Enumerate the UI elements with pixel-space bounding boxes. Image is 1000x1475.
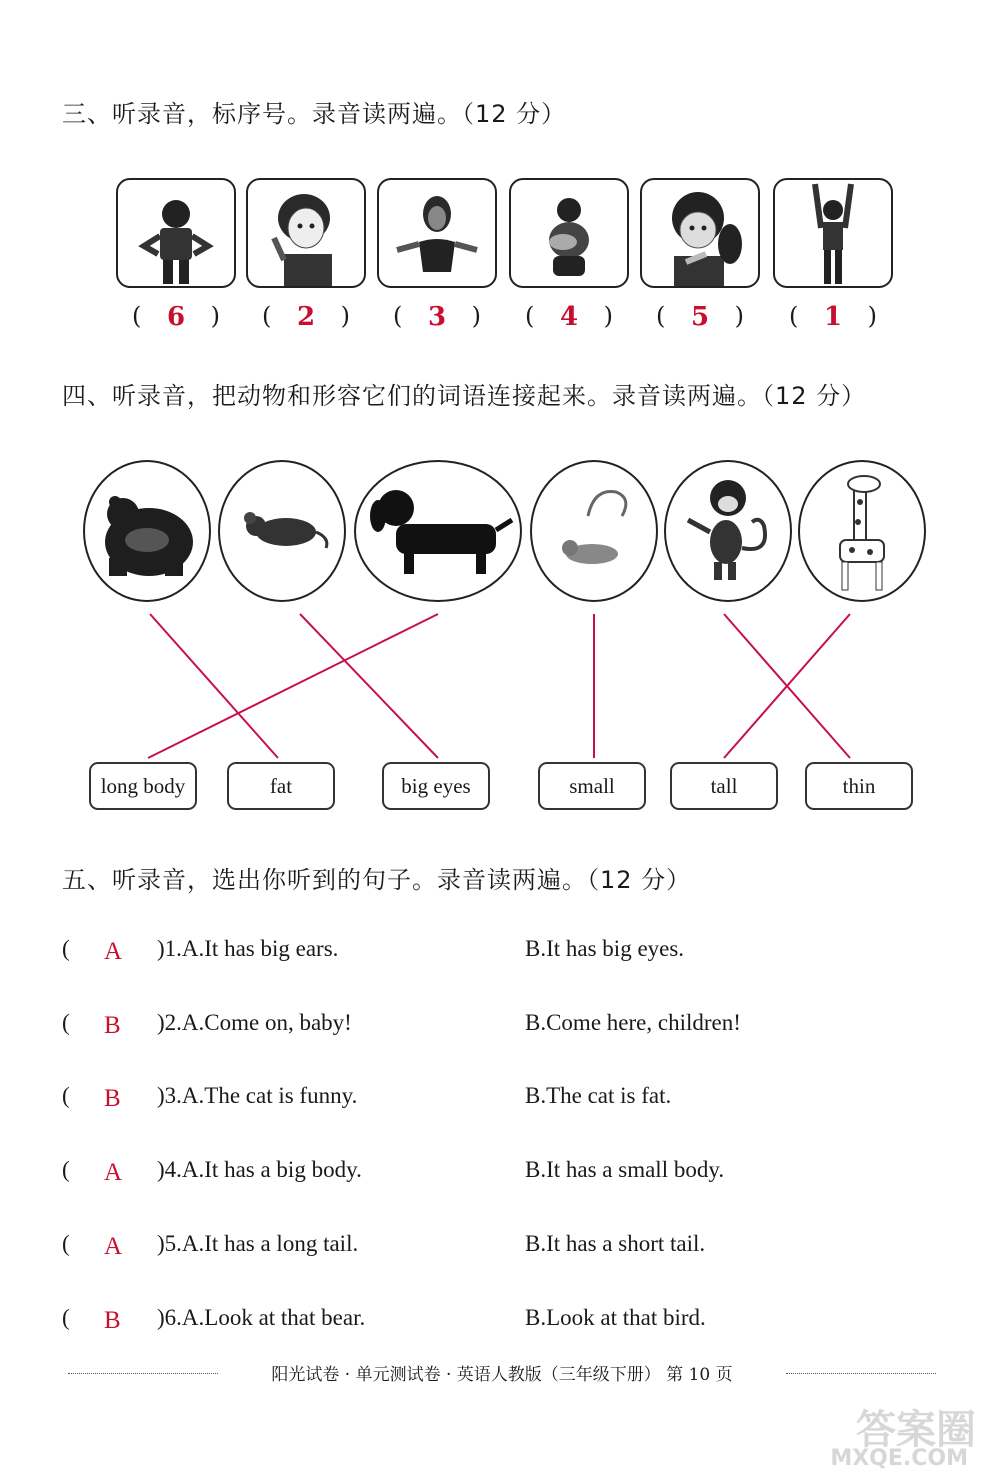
word-box-small: small — [538, 762, 646, 810]
answer-letter: B — [104, 1085, 121, 1112]
section5-title: 五、听录音，选出你听到的句子。录音读两遍。（12 分） — [62, 866, 692, 894]
answer-number: 5 — [690, 302, 710, 332]
option-a: )6.A.Look at that bear. — [157, 1305, 366, 1330]
question-row-3 — [62, 1083, 942, 1119]
footer-text: 阳光试卷 · 单元测试卷 · 英语人教版（三年级下册） 第 10 页 — [271, 1365, 733, 1385]
watermark-url: MXQE.COM — [830, 1446, 968, 1471]
bracket-close: ) — [210, 302, 220, 330]
question-row-4 — [62, 1157, 942, 1193]
word-box-big-eyes: big eyes — [382, 762, 490, 810]
bracket-open: ( — [393, 302, 403, 330]
bracket-open: ( — [132, 302, 142, 330]
bracket-close: ) — [603, 302, 613, 330]
question-row-5 — [62, 1231, 942, 1267]
option-b: B.It has a short tail. — [525, 1231, 706, 1256]
section4-title: 四、听录音，把动物和形容它们的词语连接起来。录音读两遍。（12 分） — [62, 382, 867, 410]
option-b: B.The cat is fat. — [525, 1083, 672, 1108]
answer-number: 3 — [427, 302, 447, 332]
word-box-tall: tall — [670, 762, 778, 810]
bracket-open: ( — [62, 1083, 70, 1108]
option-b: B.It has big eyes. — [525, 936, 685, 961]
answer-number: 2 — [296, 302, 316, 332]
bracket-open: ( — [62, 1157, 70, 1182]
footer-divider-left — [68, 1373, 218, 1374]
answer-letter: B — [104, 1012, 121, 1039]
section3-title: 三、听录音，标序号。录音读两遍。（12 分） — [62, 100, 567, 128]
answer-letter: A — [104, 938, 123, 965]
option-a: )1.A.It has big ears. — [157, 936, 339, 961]
word-box-fat: fat — [227, 762, 335, 810]
answer-letter: B — [104, 1307, 121, 1334]
word-box-thin: thin — [805, 762, 913, 810]
match-line-dog-long-body — [148, 614, 438, 758]
option-a: )4.A.It has a big body. — [157, 1157, 362, 1182]
bracket-open: ( — [62, 1010, 70, 1035]
question-row-1 — [62, 936, 942, 972]
question-row-6 — [62, 1305, 942, 1341]
word-box-long-body: long body — [89, 762, 197, 810]
bracket-close: ) — [734, 302, 744, 330]
question-row-2 — [62, 1010, 942, 1046]
bracket-close: ) — [867, 302, 877, 330]
option-a: )3.A.The cat is funny. — [157, 1083, 358, 1108]
option-b: B.Come here, children! — [525, 1010, 741, 1035]
answer-number: 1 — [823, 302, 843, 332]
footer-divider-right — [786, 1373, 936, 1374]
match-line-bear-fat — [150, 614, 278, 758]
bracket-open: ( — [262, 302, 272, 330]
option-a: )5.A.It has a long tail. — [157, 1231, 359, 1256]
option-a: )2.A.Come on, baby! — [157, 1010, 352, 1035]
bracket-open: ( — [62, 1231, 70, 1256]
bracket-close: ) — [340, 302, 350, 330]
bracket-open: ( — [62, 1305, 70, 1330]
match-line-mouse-big-eyes — [300, 614, 438, 758]
bracket-open: ( — [656, 302, 666, 330]
bracket-open: ( — [789, 302, 799, 330]
answer-number: 4 — [559, 302, 579, 332]
watermark-logo: 答案圈 — [856, 1407, 976, 1453]
answer-letter: A — [104, 1233, 123, 1260]
bracket-close: ) — [471, 302, 481, 330]
answer-number: 6 — [166, 302, 186, 332]
option-b: B.Look at that bird. — [525, 1305, 706, 1330]
bracket-open: ( — [525, 302, 535, 330]
answer-letter: A — [104, 1159, 123, 1186]
bracket-open: ( — [62, 936, 70, 961]
option-b: B.It has a small body. — [525, 1157, 725, 1182]
